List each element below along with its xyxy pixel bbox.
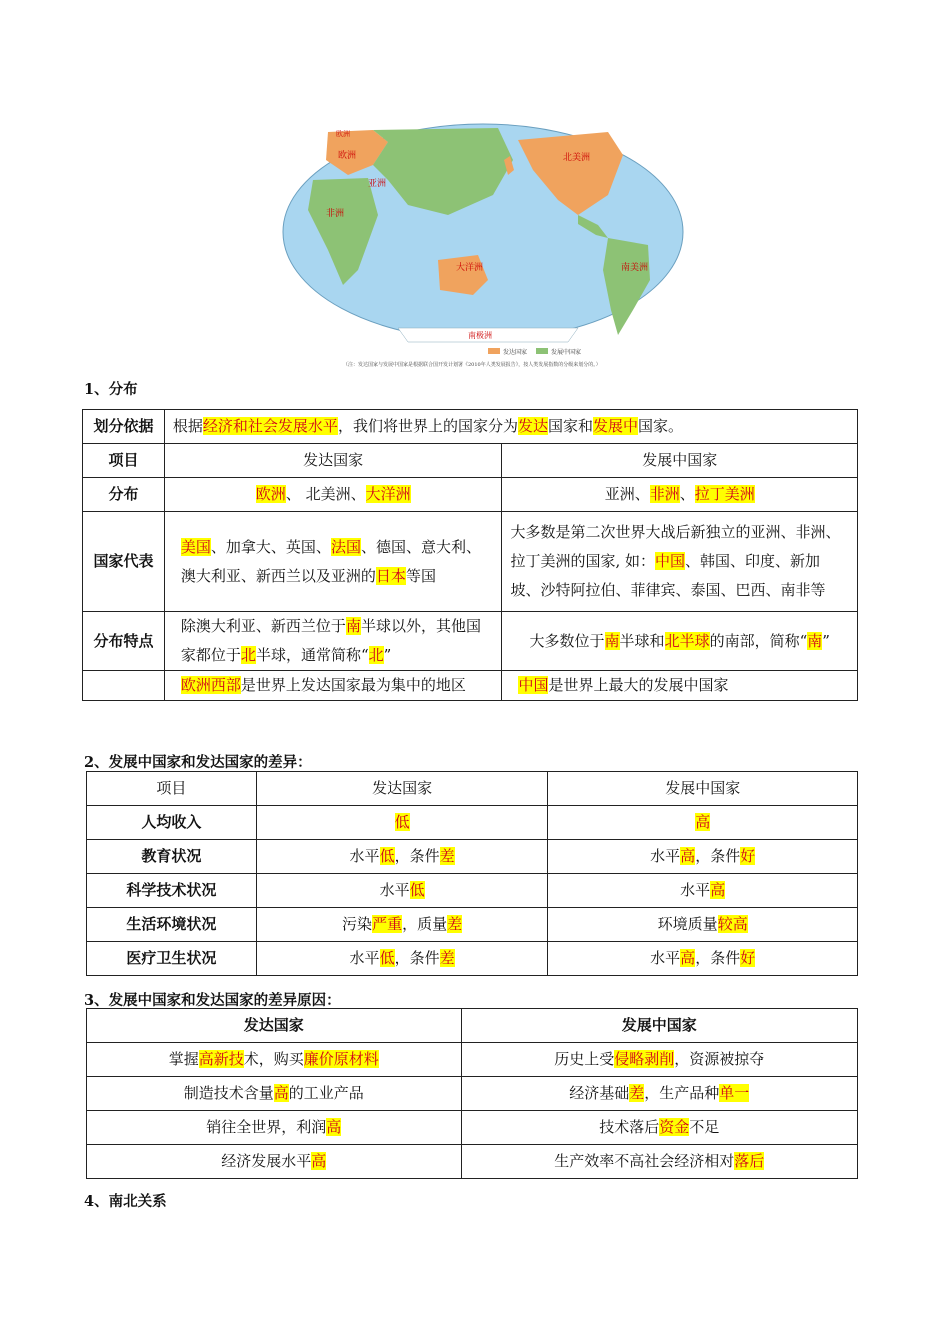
- table-row: [87, 840, 858, 874]
- item-label: 项目: [83, 444, 165, 478]
- row-ing: 水平高，条件好: [548, 840, 858, 874]
- table-row: [87, 908, 858, 942]
- row-ing: 高: [548, 806, 858, 840]
- table-row: [87, 1145, 858, 1179]
- row-dev: 水平低，条件差: [256, 942, 548, 976]
- distribution-table: [82, 409, 858, 701]
- row-ing: 水平高: [548, 874, 858, 908]
- distribution-label: 分布: [83, 478, 165, 512]
- t2-header-item: 项目: [87, 772, 257, 806]
- header-developed: 发达国家: [164, 444, 502, 478]
- row-item: 人均收入: [87, 806, 257, 840]
- representative-label: 国家代表: [83, 512, 165, 612]
- reason-dev: 经济发展水平高: [87, 1145, 462, 1179]
- row-item: 生活环境状况: [87, 908, 257, 942]
- table-row: [83, 478, 858, 512]
- map-label-oceania: 大洋洲: [456, 263, 484, 273]
- table-row: [87, 874, 858, 908]
- map-label-south-america: 南美洲: [621, 263, 649, 273]
- section-4-title: 4、南北关系: [84, 1193, 167, 1210]
- representative-developed: 美国、加拿大、英国、法国、德国、意大利、澳大利亚、新西兰以及亚洲的日本等国: [164, 512, 502, 612]
- table-row: [87, 1009, 858, 1043]
- row-dev: 水平低，条件差: [256, 840, 548, 874]
- representative-developing: 大多数是第二次世界大战后新独立的亚洲、非洲、拉丁美洲的国家, 如：中国、韩国、印度、新加坡、沙特阿拉伯、菲律宾、泰国、巴西、南非等: [502, 512, 858, 612]
- section-3-title: 3、发展中国家和发达国家的差异原因：: [84, 992, 341, 1009]
- last-developing: 中国是世界上最大的发展中国家: [502, 671, 858, 701]
- table-row: [83, 512, 858, 612]
- row-ing: 环境质量较高: [548, 908, 858, 942]
- basis-text: 根据经济和社会发展水平，我们将世界上的国家分为发达国家和发展中国家。: [164, 410, 857, 444]
- row-ing: 水平高，条件好: [548, 942, 858, 976]
- reason-ing: 经济基础差，生产品种单一: [461, 1077, 857, 1111]
- table-row: [87, 1111, 858, 1145]
- row-dev: 水平低: [256, 874, 548, 908]
- table-row: [83, 410, 858, 444]
- t2-header-developing: 发展中国家: [548, 772, 858, 806]
- map-label-north-america: 北美洲: [563, 153, 591, 163]
- map-label-europe: 欧洲: [338, 151, 357, 161]
- legend-developed-label: 发达国家: [503, 349, 528, 356]
- row-item: 医疗卫生状况: [87, 942, 257, 976]
- row-item: 科学技术状况: [87, 874, 257, 908]
- legend-developed-swatch: [488, 348, 500, 354]
- row-item: 教育状况: [87, 840, 257, 874]
- section-1-title: 1、分布: [84, 381, 138, 398]
- table-row: [83, 671, 858, 701]
- table-row: [83, 612, 858, 671]
- distribution-developed: 欧洲、 北美洲、大洋洲: [164, 478, 502, 512]
- world-map: [278, 120, 688, 370]
- map-label-africa: 非洲: [326, 209, 345, 219]
- basis-label: 划分依据: [83, 410, 165, 444]
- map-label-asia: 亚洲: [368, 179, 387, 189]
- reason-ing: 技术落后资金不足: [461, 1111, 857, 1145]
- table-row: [87, 942, 858, 976]
- t3-header-developed: 发达国家: [87, 1009, 462, 1043]
- map-label-north-europe: 欧洲: [336, 130, 350, 138]
- feature-label: 分布特点: [83, 612, 165, 671]
- last-developed: 欧洲西部是世界上发达国家最为集中的地区: [164, 671, 502, 701]
- reason-dev: 制造技术含量高的工业产品: [87, 1077, 462, 1111]
- difference-table: [86, 771, 858, 976]
- legend-developing-swatch: [536, 348, 548, 354]
- map-note: （注：发达国家与发展中国家是根据联合国开发计划署《2010年人类发展报告》，按人类发展指数的分级来划分的。）: [343, 362, 601, 368]
- legend-developing-label: 发展中国家: [551, 349, 582, 356]
- reason-table: [86, 1008, 858, 1179]
- table-row: [87, 1077, 858, 1111]
- row-dev: 低: [256, 806, 548, 840]
- reason-ing: 历史上受侵略剥削，资源被掠夺: [461, 1043, 857, 1077]
- south-america-shape: [603, 238, 650, 335]
- table-row: [87, 806, 858, 840]
- table-row: [83, 444, 858, 478]
- t2-header-developed: 发达国家: [256, 772, 548, 806]
- section-2-title: 2、发展中国家和发达国家的差异：: [84, 754, 312, 771]
- t3-header-developing: 发展中国家: [461, 1009, 857, 1043]
- reason-dev: 掌握高新技术，购买廉价原材料: [87, 1043, 462, 1077]
- distribution-developing: 亚洲、非洲、拉丁美洲: [502, 478, 858, 512]
- map-label-antarctica: 南极洲: [468, 331, 492, 340]
- row-dev: 污染严重，质量差: [256, 908, 548, 942]
- feature-developed: 除澳大利亚、新西兰位于南半球以外，其他国家都位于北半球，通常简称“北”: [164, 612, 502, 671]
- header-developing: 发展中国家: [502, 444, 858, 478]
- table-row: [87, 1043, 858, 1077]
- reason-dev: 销往全世界，利润高: [87, 1111, 462, 1145]
- table-row: [87, 772, 858, 806]
- feature-developing: 大多数位于南半球和北半球的南部，简称“南”: [502, 612, 858, 671]
- empty-cell: [83, 671, 165, 701]
- reason-ing: 生产效率不高社会经济相对落后: [461, 1145, 857, 1179]
